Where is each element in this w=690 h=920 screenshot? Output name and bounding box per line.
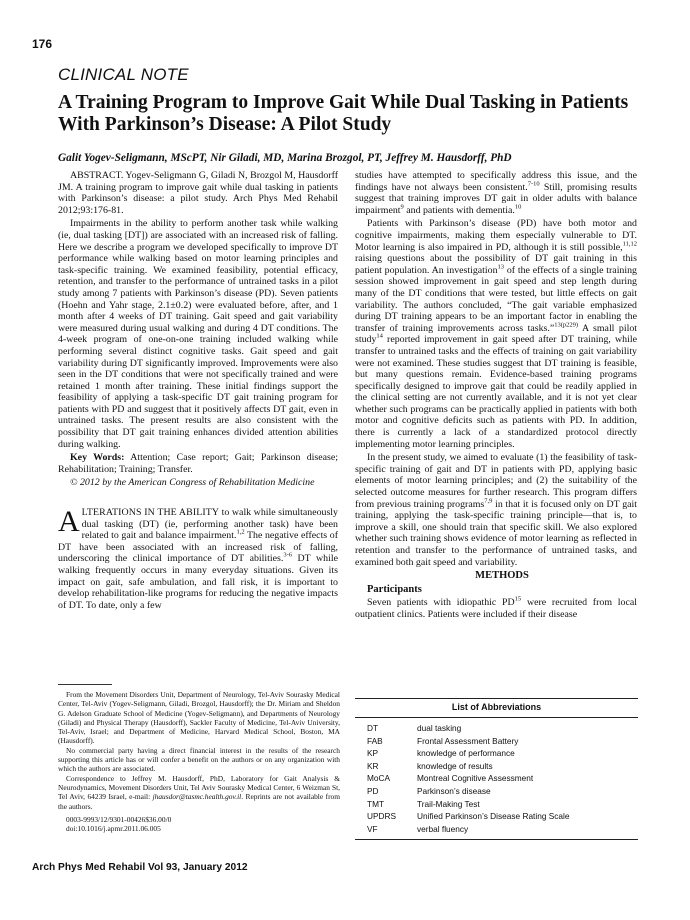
page-number: 176 [32, 37, 53, 51]
copyright: © 2012 by the American Congress of Rehabilitation Medicine [70, 477, 315, 489]
abbreviation-definition: Unified Parkinson’s Disease Rating Scale [417, 811, 570, 822]
participants-heading: Participants [367, 583, 422, 595]
abbreviation-term: UPDRS [367, 811, 397, 822]
correspondence-note: Correspondence to Jeffrey M. Hausdorff, PhD, Laboratory for Gait Analysis & Neurodynamics, Movement Disorders Unit, Tel Aviv Sourasky Medical Center, 6 Weizman St, Tel Aviv, 64239 Israel, e-mail: jhausdor@tasmc.health.gov.il. Reprints are not available from the authors. [58, 773, 340, 811]
footnote-divider [58, 684, 112, 685]
email-link[interactable]: jhausdor@tasmc.health.gov.il [152, 792, 242, 802]
abbreviation-definition: Frontal Assessment Battery [417, 735, 519, 746]
abbreviation-term: TMT [367, 798, 385, 809]
keywords [58, 452, 338, 475]
journal-footer: Arch Phys Med Rehabil Vol 93, January 2012 [32, 862, 248, 873]
abstract-body: Impairments in the ability to perform another task while walking (ie, dual tasking [DT]) are associated with an increased risk of falling. Here we describe a program we developed specifically to improve DT performance while walking based on motor learning principles and task-specific training. We examined feasibility, potential efficacy, retention, and transfer to the performance of untrained tasks in a pilot study among 7 patients with Parkinson’s disease (PD). Seven patients (Hoehn and Yahr stage, 2.1±0.2) were evaluated before, after, and 1 month after 4 weeks of DT training. Gait speed and gait variability were measured during usual walking and during 4 DT conditions. The 4-week program of one-on-one training included walking while performing several distinct cognitive tasks. Gait speed and gait variability during DT significantly improved. Improvements were also seen in the DT conditions that were not specifically trained and were retained 1 month after training. These initial findings support the feasibility of applying a task-specific DT gait training program for patients with PD and suggest that it positively affects DT gait, even in untrained tasks. The present results are also consistent with the possibility that DT gait training enhances divided attention abilities during walking. [58, 218, 338, 450]
abbreviation-row [367, 798, 570, 811]
abbreviations-title: List of Abbreviations [355, 702, 638, 718]
abbreviation-row [367, 747, 570, 760]
ref-sup: 3-6 [283, 552, 292, 560]
abbreviation-term: VF [367, 823, 378, 834]
article-title: A Training Program to Improve Gait While Dual Tasking in Patients With Parkinson’s Disease: A Pilot Study [58, 92, 629, 135]
left-column [58, 170, 338, 613]
methods-heading: METHODS [475, 570, 529, 582]
body-paragraph-2: Patients with Parkinson’s disease (PD) have both motor and cognitive impairments, making them especially vulnerable to DT. Motor learning is also impaired in PD, although it is still possible,$^{11,12}$ raising questions about the possibility of DT gait training in this patient population. An investigation$^{13}$ of the effects of a single training session showed improvement in gait speed and step length during many of the DT conditions that were tested, but little effects on gait variability. The authors concluded, “The gait variable emphasized during DT training appears to be an important factor in enabling the transfer of training improvements across tasks.”$^{13(p229)}$ A small pilot study$^{14}$ reported improvement in gait speed after DT training, while transfer to untrained tasks and the effects of training on gait variability were not examined. These studies suggest that DT training is feasible, but many questions remain. Evidence-based training programs specifically designed to improve gait that could be readily applied in the clinical setting are not currently available, and it is not yet clear whether such programs can be practically applied in patients with both motor and cognitive deficits such as patients with PD. In addition, there is currently a lack of a standardized protocol directly implementing motor learning principles. [355, 218, 638, 450]
abstract-citation: ABSTRACT. Yogev-Seligmann G, Giladi N, Brozgol M, Hausdorff JM. A training program to improve gait while dual tasking in patients with Parkinson’s disease: a pilot study. Arch Phys Med Rehabil 2012;93:176-81. [58, 170, 338, 216]
conflict-note: No commercial party having a direct financial interest in the results of the research supporting this article has or will confer a benefit on the authors or on any organization with which the authors are associated. [58, 745, 340, 774]
author-list: Galit Yogev-Seligmann, MScPT, Nir Giladi, MD, Marina Brozgol, PT, Jeffrey M. Hausdorff, PhD [58, 152, 512, 164]
intro-text-2: The negative effects of DT have been associated with an increased risk of falling, underscoring the clinical importance of DT abilities. [58, 530, 338, 565]
abbreviation-row [367, 722, 570, 735]
section-label: CLINICAL NOTE [58, 65, 189, 84]
affiliation-note: From the Movement Disorders Unit, Department of Neurology, Tel-Aviv Sourasky Medical Center, Tel-Aviv (Yogev-Seligmann, Giladi, Brozgol, Hausdorff); the Dr. Miriam and Sheldon G. Adelson Graduate School of Medicine (Yogev-Seligmann), and Departments of Neurology (Giladi) and Physical Therapy (Hausdorff), Sackler Faculty of Medicine, Tel-Aviv University, Tel-Aviv, Israel; and Department of Medicine, Harvard Medical School, Boston, MA (Hausdorff). [58, 690, 340, 746]
drop-cap: A [58, 505, 80, 539]
abbreviations-table [367, 722, 570, 835]
abbreviation-row [367, 810, 570, 823]
doi: doi:10.1016/j.apmr.2011.06.005 [66, 824, 161, 834]
body-paragraph-1: studies have attempted to specifically address this issue, and the findings have not always been consistent.$^{7-10}$ Still, promising results suggest that training improves DT gait in older adults with balance impairment$^9$ and patients with dementia.$^{10}$ [355, 170, 637, 216]
intro-lead: LTERATIONS IN THE ABILITY [81, 507, 220, 519]
abbreviation-row [367, 760, 570, 773]
intro-text-1: to walk while simultaneously dual tasking (DT) (ie, performing another task) have been related to gait and balance impairment. [81, 507, 338, 542]
footnotes [58, 690, 340, 833]
abbreviation-definition: Montreal Cognitive Assessment [417, 773, 534, 784]
abbreviation-term: PD [367, 785, 379, 796]
abbreviation-definition: knowledge of results [417, 760, 493, 771]
abbreviations-box [355, 698, 638, 840]
abbreviation-term: DT [367, 723, 379, 733]
abbreviation-definition: Parkinson’s disease [417, 785, 491, 796]
keywords-text: Attention; Case report; Gait; Parkinson disease; Rehabilitation; Training; Transfer. [58, 452, 338, 475]
abbreviation-row [367, 785, 570, 798]
body-paragraph-4: Seven patients with idiopathic PD$^{15}$ were recruited from local outpatient clinics. Patients were included if their disease [355, 596, 637, 620]
abbreviation-term: KR [367, 760, 379, 771]
abbreviation-row [367, 735, 570, 748]
abbreviation-term: MoCA [367, 773, 391, 784]
issn: 0003-9993/12/9301-00426$36.00/0 [66, 814, 172, 824]
keywords-label: Key Words: [70, 452, 125, 464]
right-column [355, 170, 637, 623]
ref-sup: 1,2 [236, 528, 245, 536]
intro-paragraph [58, 507, 338, 611]
abbreviation-term: KP [367, 748, 379, 759]
abbreviation-definition: verbal fluency [417, 823, 469, 834]
abbreviation-row [367, 823, 570, 836]
abbreviation-definition: dual tasking [417, 723, 462, 733]
abbreviation-definition: knowledge of performance [417, 748, 515, 759]
body-paragraph-3: In the present study, we aimed to evaluate (1) the feasibility of task-specific training of gait and DT in patients with PD, applying basic elements of motor learning principles; and (2) the suitability of the selected outcome measures for further research. This program differs from previous training programs$^{7,9}$ in that it is focused only on DT gait training, applying the task-specific training principle—that is, to improve a skill, one should train that specific skill. We also explored whether such training shows evidence of motor learning as reflected in retention and transfer to the performance of untrained tasks, and examined both gait speed and variability. [355, 452, 638, 568]
abbreviation-definition: Trail-Making Test [417, 798, 480, 809]
abbreviation-row [367, 772, 570, 785]
intro-text-3: DT while walking frequently occurs in many everyday situations. Given its impact on gait, safe ambulation, and fall risk, it is important to develop rehabilitation-like programs for reducing the negative impacts of DT. To date, only a few [58, 553, 338, 611]
abbreviation-term: FAB [367, 735, 383, 746]
